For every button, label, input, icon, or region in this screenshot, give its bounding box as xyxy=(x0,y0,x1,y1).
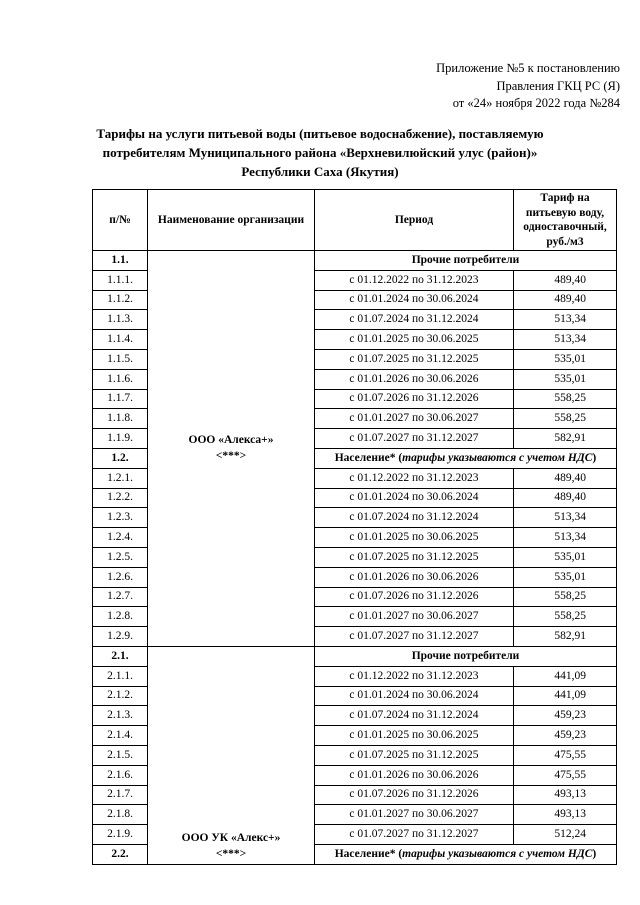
header-tariff: Тариф на питьевую воду, одноставочный, руб./м3 xyxy=(514,190,617,251)
row-num: 2.1.7. xyxy=(93,785,148,805)
tariff-table xyxy=(92,189,617,865)
row-price: 475,55 xyxy=(514,765,617,785)
group-num: 2.2. xyxy=(93,844,148,864)
row-period: с 01.01.2027 по 30.06.2027 xyxy=(315,409,514,429)
title-line-2: потребителям Муниципального района «Верхневилюйский улус (район)» xyxy=(102,145,538,160)
row-period: с 01.07.2026 по 31.12.2026 xyxy=(315,389,514,409)
row-period: с 01.01.2024 по 30.06.2024 xyxy=(315,686,514,706)
table-body xyxy=(93,251,617,865)
group-num: 1.2. xyxy=(93,448,148,468)
group-num: 2.1. xyxy=(93,646,148,666)
row-price: 513,34 xyxy=(514,330,617,350)
row-num: 1.1.4. xyxy=(93,330,148,350)
row-num: 1.2.8. xyxy=(93,607,148,627)
row-period: с 01.01.2026 по 30.06.2026 xyxy=(315,765,514,785)
row-period: с 01.12.2022 по 31.12.2023 xyxy=(315,468,514,488)
row-num: 2.1.8. xyxy=(93,805,148,825)
row-price: 558,25 xyxy=(514,587,617,607)
row-price: 512,24 xyxy=(514,825,617,845)
table-header-row xyxy=(93,190,617,251)
row-num: 1.1.1. xyxy=(93,270,148,290)
row-period: с 01.07.2024 по 31.12.2024 xyxy=(315,310,514,330)
row-num: 1.2.3. xyxy=(93,508,148,528)
title-line-1: Тарифы на услуги питьевой воды (питьевое водоснабжение), поставляемую xyxy=(96,126,544,141)
row-price: 558,25 xyxy=(514,409,617,429)
row-num: 1.1.6. xyxy=(93,369,148,389)
header-num: п/№ xyxy=(93,190,148,251)
appendix-note xyxy=(436,60,620,113)
row-num: 2.1.9. xyxy=(93,825,148,845)
org-note-1: <***> xyxy=(215,450,247,463)
row-period: с 01.07.2024 по 31.12.2024 xyxy=(315,706,514,726)
row-num: 2.1.3. xyxy=(93,706,148,726)
row-price: 558,25 xyxy=(514,607,617,627)
row-price: 489,40 xyxy=(514,468,617,488)
row-price: 489,40 xyxy=(514,290,617,310)
group-label: Население* (тарифы указываются с учетом НДС) xyxy=(315,448,617,468)
row-num: 1.2.7. xyxy=(93,587,148,607)
row-num: 1.2.1. xyxy=(93,468,148,488)
row-num: 1.2.5. xyxy=(93,547,148,567)
row-price: 493,13 xyxy=(514,785,617,805)
row-period: с 01.01.2024 по 30.06.2024 xyxy=(315,290,514,310)
row-num: 2.1.1. xyxy=(93,666,148,686)
org-cell-1 xyxy=(148,251,315,647)
row-price: 441,09 xyxy=(514,666,617,686)
row-period: с 01.07.2027 по 31.12.2027 xyxy=(315,627,514,647)
header-period: Период xyxy=(315,190,514,251)
header-org: Наименование организации xyxy=(148,190,315,251)
appendix-line-1: Приложение №5 к постановлению xyxy=(436,61,620,75)
row-num: 1.2.4. xyxy=(93,528,148,548)
row-price: 493,13 xyxy=(514,805,617,825)
row-price: 535,01 xyxy=(514,349,617,369)
row-period: с 01.01.2025 по 30.06.2025 xyxy=(315,330,514,350)
row-price: 582,91 xyxy=(514,627,617,647)
row-price: 441,09 xyxy=(514,686,617,706)
group-row-2-1 xyxy=(93,646,617,666)
row-period: с 01.07.2025 по 31.12.2025 xyxy=(315,349,514,369)
row-num: 1.1.3. xyxy=(93,310,148,330)
row-period: с 01.07.2025 по 31.12.2025 xyxy=(315,745,514,765)
row-period: с 01.12.2022 по 31.12.2023 xyxy=(315,666,514,686)
row-price: 535,01 xyxy=(514,369,617,389)
row-period: с 01.07.2027 по 31.12.2027 xyxy=(315,825,514,845)
row-price: 582,91 xyxy=(514,429,617,449)
row-num: 1.1.8. xyxy=(93,409,148,429)
row-num: 2.1.6. xyxy=(93,765,148,785)
row-price: 489,40 xyxy=(514,488,617,508)
org-name-2: ООО УК «Алекс+» xyxy=(181,831,281,844)
row-price: 513,34 xyxy=(514,508,617,528)
row-period: с 01.01.2025 по 30.06.2025 xyxy=(315,528,514,548)
row-period: с 01.07.2026 по 31.12.2026 xyxy=(315,785,514,805)
row-price: 535,01 xyxy=(514,547,617,567)
row-period: с 01.07.2026 по 31.12.2026 xyxy=(315,587,514,607)
row-price: 475,55 xyxy=(514,745,617,765)
document-title xyxy=(20,124,620,181)
row-price: 535,01 xyxy=(514,567,617,587)
appendix-line-3: от «24» ноября 2022 года №284 xyxy=(452,96,620,110)
row-period: с 01.07.2027 по 31.12.2027 xyxy=(315,429,514,449)
row-price: 459,23 xyxy=(514,726,617,746)
group-label: Население* (тарифы указываются с учетом НДС) xyxy=(315,844,617,864)
row-num: 1.1.2. xyxy=(93,290,148,310)
appendix-line-2: Правления ГКЦ РС (Я) xyxy=(496,78,620,93)
row-period: с 01.07.2024 по 31.12.2024 xyxy=(315,508,514,528)
row-period: с 01.01.2027 по 30.06.2027 xyxy=(315,805,514,825)
row-period: с 01.01.2027 по 30.06.2027 xyxy=(315,607,514,627)
row-num: 1.2.2. xyxy=(93,488,148,508)
org-note-2: <***> xyxy=(215,847,247,860)
group-row-1-1 xyxy=(93,251,617,271)
row-num: 1.1.9. xyxy=(93,429,148,449)
row-num: 1.1.5. xyxy=(93,349,148,369)
group-label: Прочие потребители xyxy=(315,646,617,666)
title-line-3: Республики Саха (Якутия) xyxy=(241,164,399,179)
row-period: с 01.01.2025 по 30.06.2025 xyxy=(315,726,514,746)
row-period: с 01.07.2025 по 31.12.2025 xyxy=(315,547,514,567)
row-price: 513,34 xyxy=(514,310,617,330)
row-num: 2.1.2. xyxy=(93,686,148,706)
row-price: 513,34 xyxy=(514,528,617,548)
row-period: с 01.01.2026 по 30.06.2026 xyxy=(315,369,514,389)
row-period: с 01.01.2026 по 30.06.2026 xyxy=(315,567,514,587)
row-num: 2.1.5. xyxy=(93,745,148,765)
group-num: 1.1. xyxy=(93,251,148,271)
group-label: Прочие потребители xyxy=(315,251,617,271)
row-price: 558,25 xyxy=(514,389,617,409)
org-name-1: ООО «Алекса+» xyxy=(188,434,274,447)
row-num: 1.2.6. xyxy=(93,567,148,587)
row-num: 1.1.7. xyxy=(93,389,148,409)
row-price: 459,23 xyxy=(514,706,617,726)
row-num: 1.2.9. xyxy=(93,627,148,647)
org-cell-2 xyxy=(148,646,315,864)
row-num: 2.1.4. xyxy=(93,726,148,746)
row-period: с 01.01.2024 по 30.06.2024 xyxy=(315,488,514,508)
row-price: 489,40 xyxy=(514,270,617,290)
row-period: с 01.12.2022 по 31.12.2023 xyxy=(315,270,514,290)
